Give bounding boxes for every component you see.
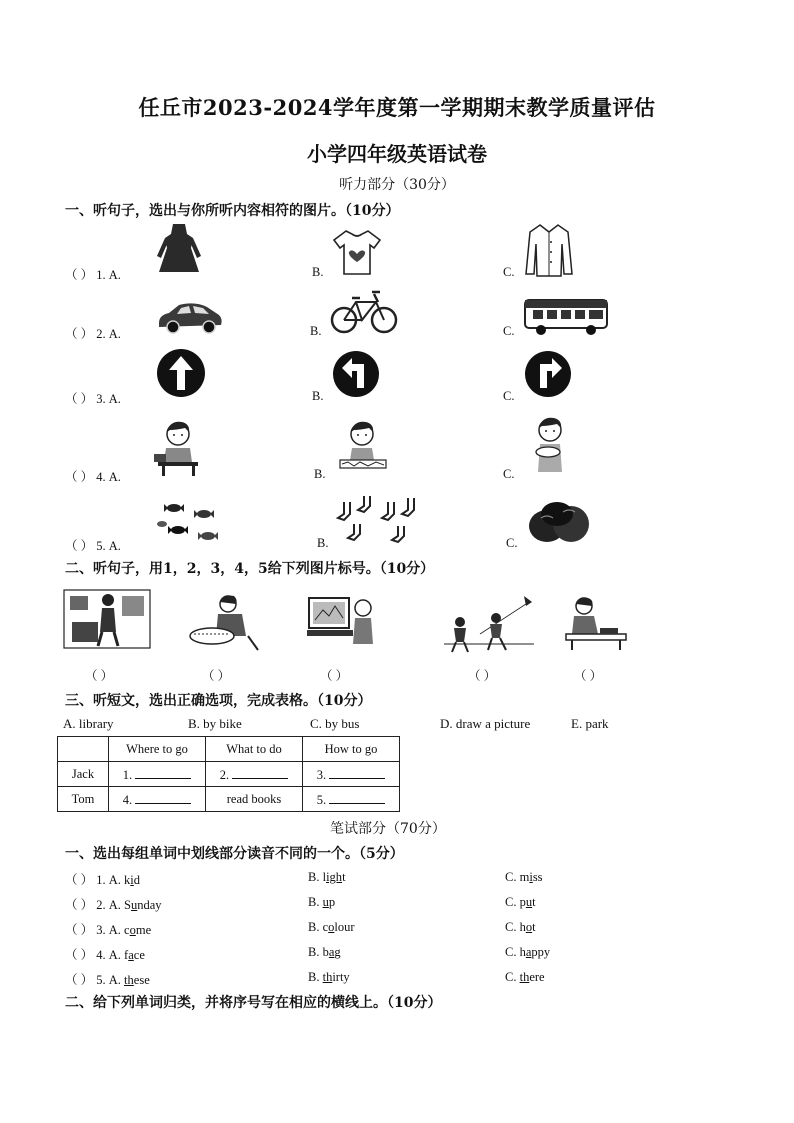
car-icon — [155, 297, 225, 335]
option-c-label: C. — [503, 324, 515, 338]
girl-washing-icon — [528, 414, 574, 476]
option-b-label: B. — [310, 324, 322, 338]
picture-3-paren[interactable]: （ ） — [320, 669, 349, 683]
option-d: D. draw a picture — [440, 716, 531, 731]
option-label: C. — [505, 895, 517, 909]
phonics-option-b — [308, 945, 341, 960]
blank-cell[interactable]: 5. — [303, 787, 400, 812]
phonics-row — [65, 970, 150, 988]
answer-paren[interactable]: （ ） — [65, 539, 94, 553]
answer-paren[interactable]: （ ） — [65, 898, 94, 912]
blank-cell[interactable]: 1. — [109, 762, 206, 787]
question-number: 4. A. — [96, 948, 121, 962]
option-b-label: B. — [314, 467, 326, 481]
phonics-option-b — [308, 895, 335, 910]
underlined-part: u — [525, 895, 533, 909]
table-header: What to do — [206, 737, 303, 762]
underlined-part: th — [519, 970, 530, 984]
option-e: E. park — [571, 716, 609, 731]
option-label: C. — [505, 970, 517, 984]
blank-cell[interactable]: 4. — [109, 787, 206, 812]
word: bag — [322, 945, 341, 959]
picture-1-paren[interactable]: （ ） — [85, 669, 114, 683]
word: face — [124, 948, 145, 962]
phonics-row — [65, 945, 145, 963]
option-label: B. — [308, 945, 320, 959]
option-label: B. — [308, 870, 320, 884]
section-1-title: 一、听句子，选出与你所听内容相符的图片。（10分） — [65, 203, 400, 219]
arrow-right-icon — [524, 350, 572, 398]
option-label: C. — [505, 945, 517, 959]
option-label: B. — [308, 920, 320, 934]
phonics-row — [65, 895, 162, 913]
bus-icon — [523, 296, 609, 338]
word: colour — [322, 920, 355, 934]
bike-icon — [330, 288, 398, 336]
writing-section-2-title: 二、给下列单词归类，并将序号写在相应的横线上。（10分） — [65, 995, 442, 1011]
answer-paren[interactable]: （ ） — [65, 948, 94, 962]
arrow-straight-icon — [156, 348, 206, 398]
table-cell: read books — [206, 787, 303, 812]
word: put — [519, 895, 536, 909]
underlined-part: o — [525, 920, 533, 934]
table-header — [58, 737, 109, 762]
option-label: C. — [505, 870, 517, 884]
picture-2-paren[interactable]: （ ） — [202, 669, 231, 683]
answer-paren[interactable]: （ ） — [65, 470, 94, 484]
option-a: A. library — [63, 716, 114, 731]
phonics-option-c — [505, 870, 543, 885]
word: thirty — [322, 970, 350, 984]
word: kid — [124, 873, 141, 887]
section-3-title: 三、听短文，选出正确选项，完成表格。（10分） — [65, 693, 372, 709]
writing-part-title: 笔试部分（70分） — [330, 821, 446, 837]
table-row — [58, 762, 400, 787]
row-name: Tom — [58, 787, 109, 812]
question-number: 2. A. — [96, 327, 121, 341]
underlined-part: u — [322, 895, 329, 909]
t-shirt-icon — [332, 228, 382, 276]
question-number: 5. A. — [96, 539, 121, 553]
answer-paren[interactable]: （ ） — [65, 873, 94, 887]
table-header: Where to go — [109, 737, 206, 762]
phonics-option-c — [505, 920, 536, 935]
underlined-part: igh — [326, 870, 343, 884]
word: these — [124, 973, 150, 987]
underlined-part: i — [130, 873, 134, 887]
option-c-label: C. — [503, 389, 515, 403]
bread-icon — [527, 496, 591, 546]
underlined-part: th — [322, 970, 333, 984]
phonics-option-b — [308, 920, 355, 935]
answer-paren[interactable]: （ ） — [65, 327, 94, 341]
word: miss — [519, 870, 543, 884]
option-b-label: B. — [312, 265, 324, 279]
phonics-option-b — [308, 870, 346, 885]
option-label: B. — [308, 895, 320, 909]
arrow-left-icon — [332, 350, 380, 398]
option-c-label: C. — [503, 467, 515, 481]
listening-part-title: 听力部分（30分） — [339, 177, 455, 193]
phonics-option-c — [505, 895, 536, 910]
phonics-option-c — [505, 945, 550, 960]
underlined-part: o — [129, 923, 136, 937]
phonics-option-b — [308, 970, 350, 985]
exam-title: 任丘市2023-2024学年度第一学期期末教学质量评估 — [138, 95, 656, 120]
question-number: 1. A. — [96, 268, 121, 282]
row-name: Jack — [58, 762, 109, 787]
blank-cell[interactable]: 3. — [303, 762, 400, 787]
word: happy — [519, 945, 551, 959]
question-number: 3. A. — [96, 392, 121, 406]
candy-icon — [154, 494, 224, 546]
answer-table — [57, 736, 400, 812]
table-header: How to go — [303, 737, 400, 762]
picture-5-paren[interactable]: （ ） — [574, 669, 603, 683]
underlined-part: o — [328, 920, 335, 934]
question-number: 3. A. — [96, 923, 121, 937]
word: hot — [519, 920, 536, 934]
option-label: C. — [505, 920, 517, 934]
blank-cell[interactable]: 2. — [206, 762, 303, 787]
q1-row-4 — [65, 467, 121, 485]
answer-paren[interactable]: （ ） — [65, 392, 94, 406]
picture-3-icon — [305, 594, 377, 652]
question-number: 5. A. — [96, 973, 121, 987]
underlined-part: th — [124, 973, 134, 987]
answer-paren[interactable]: （ ） — [65, 923, 94, 937]
section-2-title: 二、听句子，用1，2，3，4，5给下列图片标号。（10分） — [65, 561, 435, 577]
option-c: C. by bus — [310, 716, 360, 731]
girl-drawing-icon — [338, 418, 388, 476]
option-c-label: C. — [503, 265, 515, 279]
q1-row-5 — [65, 536, 121, 554]
phonics-option-c — [505, 970, 545, 985]
girl-reading-icon — [152, 418, 202, 478]
phonics-row — [65, 870, 140, 888]
option-label: B. — [308, 970, 320, 984]
option-b: B. by bike — [188, 716, 242, 731]
picture-4-paren[interactable]: （ ） — [468, 669, 497, 683]
socks-icon — [334, 492, 424, 544]
option-b-label: B. — [312, 389, 324, 403]
q1-row-2 — [65, 324, 121, 342]
shirt-icon — [524, 222, 574, 278]
answer-paren[interactable]: （ ） — [65, 268, 94, 282]
word: light — [322, 870, 346, 884]
word: Sunday — [124, 898, 162, 912]
picture-5-icon — [562, 594, 630, 652]
word: there — [519, 970, 545, 984]
question-number: 4. A. — [96, 470, 121, 484]
dress-icon — [153, 222, 205, 274]
exam-subtitle: 小学四年级英语试卷 — [307, 142, 487, 166]
q1-row-1 — [65, 265, 121, 283]
phonics-row — [65, 920, 151, 938]
answer-paren[interactable]: （ ） — [65, 973, 94, 987]
word: come — [124, 923, 152, 937]
option-b-label: B. — [317, 536, 329, 550]
underlined-part: u — [131, 898, 138, 912]
underlined-part: i — [529, 870, 533, 884]
picture-4-icon — [440, 592, 536, 654]
picture-1-icon — [62, 586, 152, 652]
underlined-part: a — [128, 948, 134, 962]
picture-2-icon — [188, 592, 260, 654]
word: up — [322, 895, 336, 909]
question-number: 1. A. — [96, 873, 121, 887]
table-row — [58, 787, 400, 812]
underlined-part: a — [328, 945, 335, 959]
underlined-part: a — [525, 945, 532, 959]
q1-row-3 — [65, 389, 121, 407]
question-number: 2. A. — [96, 898, 121, 912]
writing-section-1-title: 一、选出每组单词中划线部分读音不同的一个。（5分） — [65, 846, 404, 862]
option-c-label: C. — [506, 536, 518, 550]
table-header-row — [58, 737, 400, 762]
